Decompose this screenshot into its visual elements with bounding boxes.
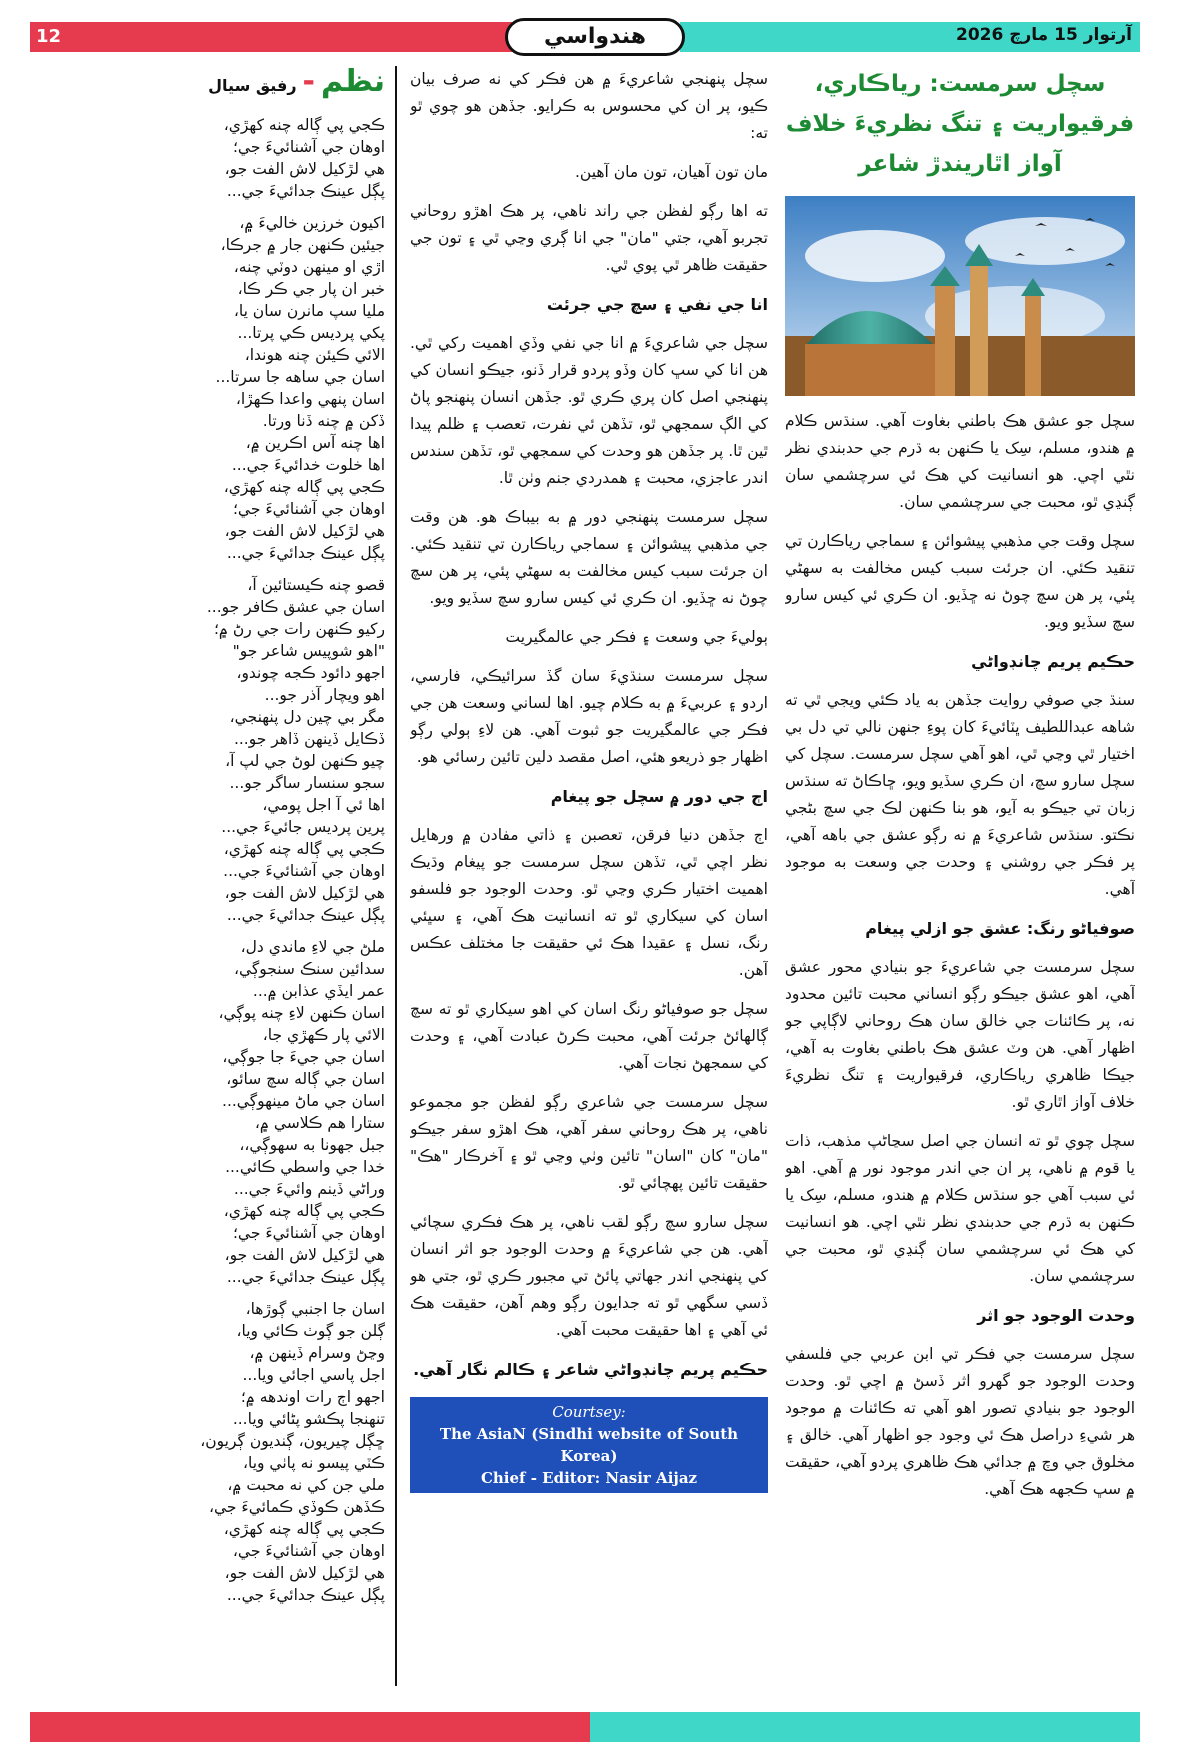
poem-line: ڪجي پي ڳاله چنه کهڙي، [223, 478, 385, 496]
author-byline: حڪيم پريم چانڊواڻي شاعر ۽ ڪالم نگار آهي. [413, 1360, 768, 1379]
poem-line: پکي پرديس ڪي پرتا... [237, 324, 385, 342]
section-heading: وحدت الوجود جو اثر [977, 1306, 1135, 1325]
shrine-photo [785, 196, 1135, 396]
poem-line: چيو ڪنهن لوڻ جي لپ آ، [225, 752, 385, 770]
poem-line: الائي ڪيئن چنه هوندا، [244, 346, 385, 364]
footer-bar-red [30, 1712, 590, 1742]
poem-line: اسان جي ڳاله سچ سائو، [226, 1070, 385, 1088]
column-divider [395, 66, 397, 1686]
courtesy-box [410, 1397, 768, 1493]
poem-line: اها خلوت خدائيءَ جي... [231, 456, 385, 474]
section-heading: حڪيم پريم چانڊواڻي [971, 652, 1135, 671]
masthead-logo: ھندواسي [505, 18, 685, 56]
poem-line: ڪجي پي ڳاله چنه کهڙي، [223, 1520, 385, 1538]
poem-column [40, 64, 385, 1704]
paragraph: سچل سرمست سنڌيءَ سان گڏ سرائيڪي، فارسي، اردو ۽ عربيءَ ۾ به ڪلام چيو. اها لساني وسعت هن جي فڪر جي عالمگيريت جو ثبوت آهي. هن لاءِ ٻولي رڳو اظهار جو ذريعو هئي، اصل مقصد دلين تائين رسائي هو. [410, 667, 768, 766]
issue-date: آرتوار 15 مارچ 2026 [956, 25, 1132, 45]
poem-line: مگر بي چين دل پنهنجي، [229, 708, 385, 726]
paragraph: سچل سرمست جي شاعري رڳو لفظن جو مجموعو ناهي، پر هڪ روحاني سفر آهي، هڪ اهڙو سفر جيڪو "مان" کان "اسان" تائين وٺي وڃي ٿو ۽ آخرڪار "هڪ" حقيقت تائين پهچائي ٿو. [410, 1093, 768, 1192]
poem-line: جبل جهونا به سهوڳي،، [239, 1136, 385, 1154]
paragraph: سچل چوي ٿو ته انسان جي اصل سڃاڻپ مذهب، ذات يا قوم ۾ ناهي، پر ان جي اندر موجود نور ۾ آهي. اهو ئي سبب آهي جو سنڌس ڪلام ۾ هندو، مسلم، سِک يا ڪنهن به ڌرم جي حدبندي نظر نٿي اچي. هو انسانيت کي هڪ ئي سرچشمي سان ڳنڍي ٿو، محبت جي سرچشمي سان. [785, 1132, 1135, 1285]
poem-dash: - [302, 64, 315, 99]
poem-line: هي لڙکيل لاش الفت جو، [224, 160, 385, 178]
paragraph: ٻوليءَ جي وسعت ۽ فڪر جي عالمگيريت [505, 628, 768, 646]
poem-author: رفيق سيال [208, 76, 297, 95]
paragraph: ته اها رڳو لفظن جي راند ناهي، پر هڪ اهڙو روحاني تجربو آهي، جتي "مان" جي انا ڳري وڃي ٿي ۽ تون جي حقيقت ظاهر ٿي پوي ٿي. [410, 202, 768, 274]
poem-line: وڃڻ وسرام ڏينهن ۾، [249, 1344, 385, 1362]
poem-line: اها ئي آ اجل پومي، [262, 796, 385, 814]
poem-title: نظم [320, 64, 385, 99]
poem-line: سدائين سنڪ سنجوڳي، [233, 960, 385, 978]
section-heading: اڄ جي دور ۾ سچل جو پيغام [550, 787, 768, 806]
poem-stanza [40, 1298, 385, 1606]
poem-line: اسان جي جيءَ جا جوڳي، [222, 1048, 385, 1066]
paragraph: سنڌ جي صوفي روايت جڏهن به ياد ڪئي ويجي ٿي ته شاهه عبداللطيف ڀٽائيءَ کان پوءِ جنهن نالي تي دل بي اختيار ٿي وڃي ٿي، اهو آهي سچل سرمست. سچل کي سچل سارو سچ، ان ڪري سڏيو ويو، ڇاڪاڻ ته سنڌس زبان تي جيڪو به آيو، هو بنا ڪنهن لڪ جي سچ بڻجي نڪتو. سنڌس شاعريءَ ۾ نه رڳو عشق جي باهه آهي، پر فڪر جي روشني ۽ وحدت جي وسعت به موجود آهي. [785, 691, 1135, 898]
paragraph: سچل وقت جي مذهبي پيشوائن ۽ سماجي رياڪارن تي تنقيد ڪئي. ان جرئت سبب کيس مخالفت به سهڻي پئي، پر هن سچ چوڻ نه ڇڏيو. ان ڪري ئي کيس سارو سچ سڏيو ويو. [785, 532, 1135, 631]
poem-line: رکيو ڪنهن رات جي رڻ ۾؛ [213, 620, 385, 638]
poem-line: ڇڳل چيريون، ڳنديون ڳريون، [200, 1432, 385, 1450]
poem-line: ڪڏهن ڪوڏي ڪمائيءَ جي، [208, 1498, 385, 1516]
poem-stanza [40, 114, 385, 202]
paragraph: سچل پنهنجي شاعريءَ ۾ هن فڪر کي نه صرف بيان ڪيو، پر ان کي محسوس به ڪرايو. جڏهن هو چوي ٿو ته: [410, 70, 768, 142]
poem-line: ڪجي پي ڳاله چنه کهڙي، [223, 116, 385, 134]
poem-line: اجل پاسي اجائي ويا... [242, 1366, 385, 1384]
poem-line: اسان جي عشق ڪافر جو... [206, 598, 385, 616]
poem-line: قصو چنه ڪيستائين آ، [247, 576, 385, 594]
quote-line: مان تون آهيان، تون مان آهين. [574, 163, 768, 181]
poem-line: سجو سنسار ساگر جو... [229, 774, 385, 792]
paragraph: سچل سرمست جي فڪر تي ابن عربي جي فلسفي وحدت الوجود جو گهرو اثر ڏسڻ ۾ اچي ٿو. وحدت الوجود جو بنيادي تصور اهو آهي ته ڪائنات ۾ موجود هر شيءِ دراصل هڪ ئي وجود جو اظهار آهي. خالق ۽ مخلوق جي وچ ۾ جدائي هڪ ظاهري پردو آهي، حقيقت ۾ سڀ ڪجهه هڪ آهي. [785, 1345, 1135, 1498]
poem-line: هي لڙکيل لاش الفت جو، [224, 522, 385, 540]
poem-body [40, 114, 385, 1606]
paragraph: سچل سرمست پنهنجي دور ۾ به بيباڪ هو. هن وقت جي مذهبي پيشوائن ۽ سماجي رياڪارن تي تنقيد ڪئي. ان جرئت سبب کيس مخالفت به سهڻي پئي، پر هن سچ چوڻ نه ڇڏيو. ان ڪري ئي کيس سارو سچ سڏيو ويو. [410, 508, 768, 607]
article-column-1 [785, 64, 1135, 1704]
poem-line: اسان پنهي واعدا ڪهڙا، [235, 390, 385, 408]
poem-line: عمر ايڏي عذابن ۾... [252, 982, 385, 1000]
courtesy-editor: Chief - Editor: Nasir Aijaz [480, 1469, 698, 1487]
poem-header [40, 64, 385, 100]
poem-line: پڳل عينڪ جدائيءَ جي... [226, 544, 385, 562]
poem-line: ڪٽي پيسو نه پاٺي ويا، [242, 1454, 385, 1472]
poem-line: هي لڙکيل لاش الفت جو، [224, 1564, 385, 1582]
poem-line: اسان ڪنهن لاءِ چنه پوڳي، [218, 1004, 385, 1022]
poem-stanza [40, 212, 385, 564]
paragraph: سچل جو صوفياڻو رنگ اسان کي اهو سيکاري ٿو ته سچ ڳالهائڻ جرئت آهي، محبت ڪرڻ عبادت آهي، ۽ وحدت کي سمجهڻ نجات آهي. [410, 1000, 768, 1072]
poem-line: اوهان جي آشنائيءَ جي؛ [233, 138, 385, 156]
poem-line: اڙي او مينهن دوٽي چنه، [233, 258, 385, 276]
poem-line: اوهان جي آشنائيءَ جي... [223, 862, 385, 880]
paragraph: سچل جي شاعريءَ ۾ انا جي نفي وڏي اهميت رکي ٿي. هن انا کي سڀ کان وڏو پردو قرار ڏنو، جيڪو انسان کي پنهنجي اصل کان پري ڪري ٿو. جڏهن انسان پنهنجو پاڻ کي الڳ سمجهي ٿو، تڏهن ئي نفرت، تعصب ۽ ظلم پيدا ٿين ٿا. پر جڏهن هو وحدت کي سمجهي ٿو، تڏهن سندس اندر عاجزي، محبت ۽ همدردي جنم وٺن ٿا. [410, 334, 768, 487]
article-headline: سچل سرمست: رياڪاري، فرقيواريت ۽ تنگ نظريءَ خلاف آواز اٿاريندڙ شاعر [785, 71, 1135, 177]
header-bar-red [30, 22, 530, 52]
poem-line: ملڻ جي لاءِ ماندي دل، [240, 938, 385, 956]
poem-line: ڳلن جو ڳوٺ ڪائي ويا، [236, 1322, 385, 1340]
poem-line: اوهان جي آشنائيءَ جي؛ [233, 500, 385, 518]
poem-line: هي لڙکيل لاش الفت جو، [224, 884, 385, 902]
poem-line: اکيون خرزين خاليءَ ۾، [239, 214, 385, 232]
poem-line: پڳل عينڪ جدائيءَ جي... [226, 182, 385, 200]
section-heading: صوفياڻو رنگ: عشق جو ازلي پيغام [865, 919, 1135, 938]
poem-stanza [40, 574, 385, 926]
poem-line: پڳل عينڪ جدائيءَ جي... [226, 1268, 385, 1286]
paragraph: سچل سرمست جي شاعريءَ جو بنيادي محور عشق آهي، اهو عشق جيڪو رڳو انساني محبت تائين محدود نه، پر ڪائنات جي خالق سان هڪ روحاني لاڳاپي جو اظهار آهي. هن وٽ عشق هڪ باطني بغاوت به آهي، جيڪا ظاهري رياڪاري، فرقيواريت ۽ تنگ نظريءَ خلاف آواز اٿاري ٿو. [785, 958, 1135, 1111]
paragraph: سچل سارو سچ رڳو لقب ناهي، پر هڪ فڪري سچائي آهي. هن جي شاعريءَ ۾ وحدت الوجود جو اثر انسان کي پنهنجي اندر جهاتي پائڻ تي مجبور ڪري ٿو، جتي هو ڏسي سگهي ٿو ته جدايون رڳو وهم آهن، حقيقت هڪ ئي آهي ۽ اها حقيقت محبت آهي. [410, 1213, 768, 1339]
poem-line: پڳل عينڪ جدائيءَ جي... [226, 906, 385, 924]
poem-line: اجهو دائود ڪجه چوندو، [236, 664, 385, 682]
poem-line: ڏکن ۾ چنه ڏنا ورتا. [262, 412, 385, 430]
poem-line: پرين پرديس جائيءَ جي... [221, 818, 385, 836]
courtesy-source: The AsiaN (Sindhi website of South Korea) [439, 1425, 739, 1465]
poem-line: الائي پار ڪهڙي جا، [262, 1026, 385, 1044]
poem-line: جيئين ڪنهن جار ۾ جرڪا، [220, 236, 385, 254]
poem-line: هي لڙکيل لاش الفت جو، [224, 1246, 385, 1264]
poem-line: ڪجي پي ڳاله چنه کهڙي، [223, 840, 385, 858]
poem-line: اوهان جي آشنائيءَ جي، [232, 1542, 385, 1560]
poem-line: ملي جن کي نه محبت ۾، [227, 1476, 385, 1494]
poem-line: اسان جي ساهه جا سرتا... [215, 368, 385, 386]
poem-line: وراڻي ڏينم وائيءَ جي... [233, 1180, 385, 1198]
footer-bar-cyan [590, 1712, 1140, 1742]
article-column-2 [410, 66, 768, 1706]
poem-line: مليا سپ مانرن سان يا، [233, 302, 385, 320]
poem-stanza [40, 936, 385, 1288]
poem-line: اسان جي ماڻ مينهوڳي... [222, 1092, 385, 1110]
poem-line: ڪجي پي ڳاله چنه کهڙي، [223, 1202, 385, 1220]
poem-line: ڏڪايل ڏينهن ڏاهر جو... [233, 730, 385, 748]
poem-line: خبر ان پار جي ڪر ڪا، [237, 280, 385, 298]
poem-line: پڳل عينڪ جدائيءَ جي... [226, 1586, 385, 1604]
poem-line: اجهو اڄ رات اوندهه ۾؛ [240, 1388, 385, 1406]
poem-line: اهو ويچار آذر جو... [264, 686, 385, 704]
paragraph: سچل جو عشق هڪ باطني بغاوت آهي. سنڌس ڪلام ۾ هندو، مسلم، سِک يا ڪنهن به ڌرم جي حدبندي نظر نٿي اچي. هو انسانيت کي هڪ ئي سرچشمي سان ڳنڍي ٿو، محبت جي سرچشمي سان. [785, 412, 1135, 511]
courtesy-label: Courtsey: [552, 1403, 626, 1421]
section-heading: انا جي نفي ۽ سچ جي جرئت [546, 295, 768, 314]
poem-line: اسان جا اجنبي ڳوڙها، [245, 1300, 385, 1318]
poem-line: خدا جي واسطي ڪائي... [225, 1158, 385, 1176]
page-number: 12 [36, 26, 62, 47]
poem-line: "اهو شوپيس شاعر جو" [232, 642, 385, 660]
poem-line: اها چنه آس اڪرين ۾، [245, 434, 385, 452]
poem-line: تنهنجا پڪشو پڻائي ويا... [232, 1410, 385, 1428]
poem-line: اوهان جي آشنائيءَ جي؛ [233, 1224, 385, 1242]
poem-line: ستارا هم ڪلاسي ۾، [254, 1114, 385, 1132]
paragraph: اڄ جڏهن دنيا فرقن، تعصبن ۽ ذاتي مفادن ۾ ورهايل نظر اچي ٿي، تڏهن سچل سرمست جو پيغام وڌيڪ اهميت اختيار ڪري وڃي ٿو. وحدت الوجود جو فلسفو اسان کي سيکاري ٿو ته انسانيت هڪ آهي، ۽ سڀئي رنگ، نسل ۽ عقيدا هڪ ئي حقيقت جا مختلف عڪس آهن. [410, 826, 768, 979]
